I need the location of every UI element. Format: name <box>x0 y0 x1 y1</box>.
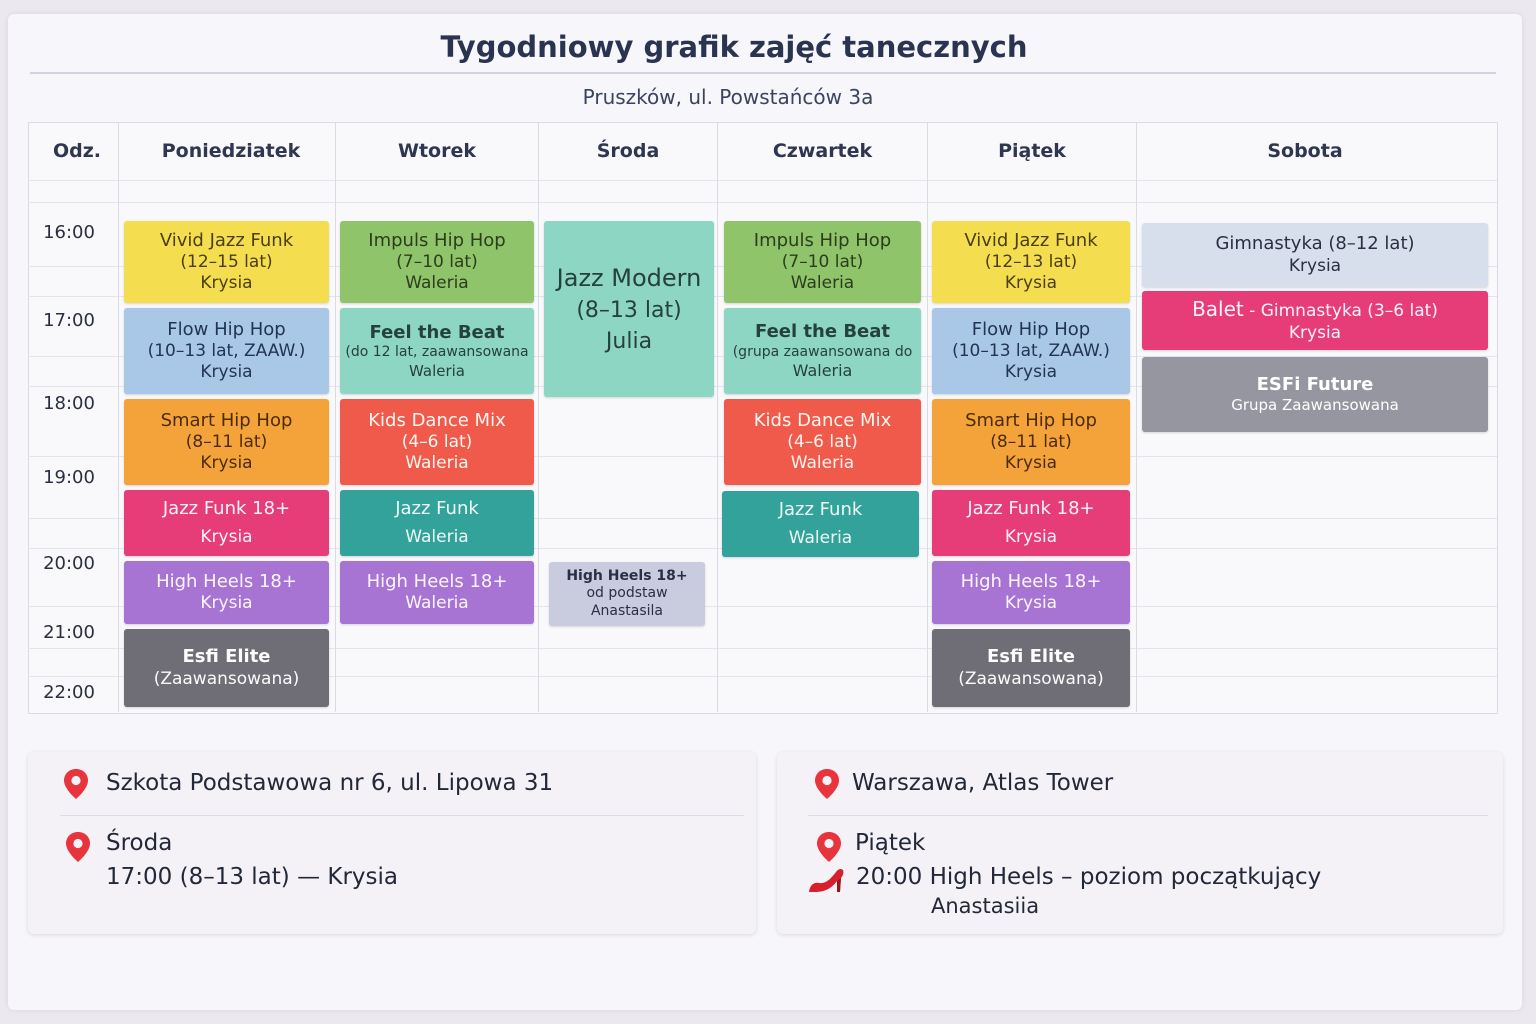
left-day: Środa <box>106 830 173 856</box>
header-thursday: Czwartek <box>772 140 873 162</box>
grid-line <box>28 202 1497 203</box>
class-instructor: Krysia <box>1004 593 1058 614</box>
class-detail: (Zaawansowana) <box>153 668 300 689</box>
class-detail: Grupa Zaawansowana <box>1231 396 1399 415</box>
class-detail: (7–10 lat) <box>781 252 864 272</box>
right-detail: 20:00 High Heels – poziom początkujący <box>856 864 1322 890</box>
class-block[interactable] <box>722 491 919 557</box>
class-name: Flow Hip Hop <box>167 318 286 340</box>
class-block[interactable] <box>124 490 329 556</box>
column-divider <box>927 122 928 712</box>
left-detail: 17:00 (8–13 lat) — Krysia <box>106 864 398 890</box>
class-prefix: Balet <box>1192 297 1244 322</box>
class-detail: (12–13 lat) <box>984 252 1078 272</box>
class-instructor: Waleria <box>405 273 469 294</box>
class-instructor: Waleria <box>409 361 465 380</box>
class-instructor: Krysia <box>200 273 253 294</box>
class-detail: (4–6 lat) <box>401 432 473 452</box>
class-name: Kids Dance Mix <box>753 409 892 431</box>
class-block[interactable] <box>932 399 1130 485</box>
class-instructor: Krysia <box>1004 453 1058 474</box>
class-block[interactable] <box>1142 357 1488 432</box>
class-instructor: Julia <box>605 329 653 354</box>
class-name: Smart Hip Hop <box>160 409 293 431</box>
column-divider <box>118 122 119 712</box>
header-wednesday: Środa <box>596 140 660 162</box>
class-detail: od podstaw <box>586 585 668 602</box>
class-block[interactable] <box>124 399 329 485</box>
location-pin-icon <box>815 831 843 863</box>
location-pin-icon <box>62 768 90 800</box>
header-tuesday: Wtorek <box>398 140 476 162</box>
class-name: Impuls Hip Hop <box>753 229 892 251</box>
class-name: Impuls Hip Hop <box>368 229 506 251</box>
header-friday: Piątek <box>998 140 1066 162</box>
column-divider <box>335 122 336 712</box>
class-block[interactable] <box>724 399 921 485</box>
class-instructor: Waleria <box>790 273 855 294</box>
class-block[interactable] <box>544 221 714 397</box>
class-name: Feel the Beat <box>755 321 890 342</box>
class-name: - Gimnastyka (3–6 lat) <box>1249 301 1438 322</box>
class-block[interactable] <box>932 308 1130 394</box>
class-block[interactable] <box>932 490 1130 556</box>
high-heel-shoe-icon <box>806 864 846 896</box>
class-detail: (do 12 lat, zaawansowana <box>345 344 529 361</box>
class-block[interactable] <box>124 308 329 394</box>
class-name: Esfi Elite <box>986 646 1076 668</box>
class-name: Feel the Beat <box>369 321 505 343</box>
class-block[interactable] <box>1142 223 1488 287</box>
column-divider <box>717 122 718 712</box>
class-block[interactable] <box>340 308 534 394</box>
class-instructor: Waleria <box>405 593 469 614</box>
column-divider <box>1136 122 1137 712</box>
time-label: 16:00 <box>43 222 95 243</box>
class-block[interactable] <box>724 308 921 394</box>
class-detail: (7–10 lat) <box>396 252 478 272</box>
class-name: Gimnastyka (8–12 lat) <box>1215 233 1415 255</box>
class-name: Flow Hip Hop <box>971 318 1091 340</box>
title-divider <box>30 72 1496 74</box>
class-name: Vivid Jazz Funk <box>964 229 1098 251</box>
class-instructor: Krysia <box>1288 322 1342 343</box>
right-day: Piątek <box>855 830 926 856</box>
class-instructor: Krysia <box>1288 255 1342 276</box>
time-label: 21:00 <box>43 622 95 643</box>
class-block[interactable] <box>340 490 534 556</box>
time-label: 20:00 <box>43 553 95 574</box>
class-block[interactable] <box>724 221 921 303</box>
class-name: High Heels 18+ <box>960 570 1102 592</box>
class-block[interactable] <box>340 221 534 303</box>
header-time: Odz. <box>52 140 102 162</box>
class-instructor: Krysia <box>1004 526 1058 547</box>
class-instructor: Krysia <box>200 362 253 383</box>
class-name: Esfi Elite <box>182 646 271 668</box>
class-name: Smart Hip Hop <box>965 409 1097 431</box>
time-label: 18:00 <box>43 393 95 414</box>
class-instructor: Waleria <box>788 527 853 548</box>
class-detail: (8–11 lat) <box>185 432 268 452</box>
location-pin-icon <box>64 831 92 863</box>
header-saturday: Sobota <box>1267 140 1343 162</box>
class-block[interactable] <box>932 561 1130 624</box>
panel-divider <box>60 815 744 816</box>
column-divider <box>538 122 539 712</box>
class-block[interactable] <box>340 399 534 485</box>
class-name: Kids Dance Mix <box>368 409 506 431</box>
class-block[interactable] <box>124 629 329 707</box>
header-monday: Poniedziatek <box>161 140 301 162</box>
class-instructor: Waleria <box>405 453 469 474</box>
class-block[interactable] <box>932 221 1130 303</box>
class-detail: (grupa zaawansowana do <box>732 343 913 360</box>
class-name: High Heels 18+ <box>366 570 508 592</box>
class-name: ESFi Future <box>1256 373 1374 395</box>
class-instructor: Krysia <box>1004 362 1058 383</box>
class-block[interactable] <box>1142 291 1488 350</box>
class-block[interactable] <box>340 561 534 624</box>
left-location: Szkota Podstawowa nr 6, ul. Lipowa 31 <box>106 770 554 796</box>
class-name: Jazz Funk <box>778 499 863 521</box>
class-block[interactable] <box>124 221 329 303</box>
class-detail: (10–13 lat, ZAAW.) <box>952 341 1110 361</box>
class-instructor: Krysia <box>200 453 253 474</box>
class-detail: (Zaawansowana) <box>958 668 1104 689</box>
class-detail: (12–15 lat) <box>180 252 273 272</box>
time-label: 19:00 <box>43 467 95 488</box>
class-block[interactable] <box>549 562 705 626</box>
class-name: High Heels 18+ <box>156 570 297 592</box>
class-instructor: Anastasila <box>590 602 664 619</box>
class-instructor: Waleria <box>792 361 853 380</box>
class-instructor: Krysia <box>200 526 253 547</box>
class-name: Jazz Funk 18+ <box>162 498 291 520</box>
class-detail: (8–11 lat) <box>990 432 1072 452</box>
class-detail: (8–13 lat) <box>576 297 682 323</box>
time-label: 22:00 <box>43 682 95 703</box>
class-detail: (10–13 lat, ZAAW.) <box>147 341 306 361</box>
page-subtitle: Pruszków, ul. Powstańców 3a <box>582 85 874 109</box>
right-instructor: Anastasiia <box>931 894 1040 918</box>
class-name: Jazz Funk <box>395 498 479 520</box>
page-title: Tygodniowy grafik zajęć tanecznych <box>440 30 1028 64</box>
right-location: Warszawa, Atlas Tower <box>852 770 1114 796</box>
panel-divider <box>808 815 1488 816</box>
class-name: Jazz Modern <box>556 263 702 292</box>
class-instructor: Waleria <box>790 453 855 474</box>
class-instructor: Krysia <box>1004 273 1058 294</box>
class-block[interactable] <box>124 561 329 624</box>
class-name: Jazz Funk 18+ <box>967 498 1095 520</box>
class-name: Vivid Jazz Funk <box>159 229 294 251</box>
class-instructor: Waleria <box>405 526 469 547</box>
class-detail: (4–6 lat) <box>787 432 858 452</box>
location-pin-icon <box>813 768 841 800</box>
header-divider <box>28 180 1497 181</box>
class-block[interactable] <box>932 629 1130 707</box>
class-instructor: Krysia <box>200 593 253 614</box>
time-label: 17:00 <box>43 310 95 331</box>
class-name: High Heels 18+ <box>566 567 688 584</box>
